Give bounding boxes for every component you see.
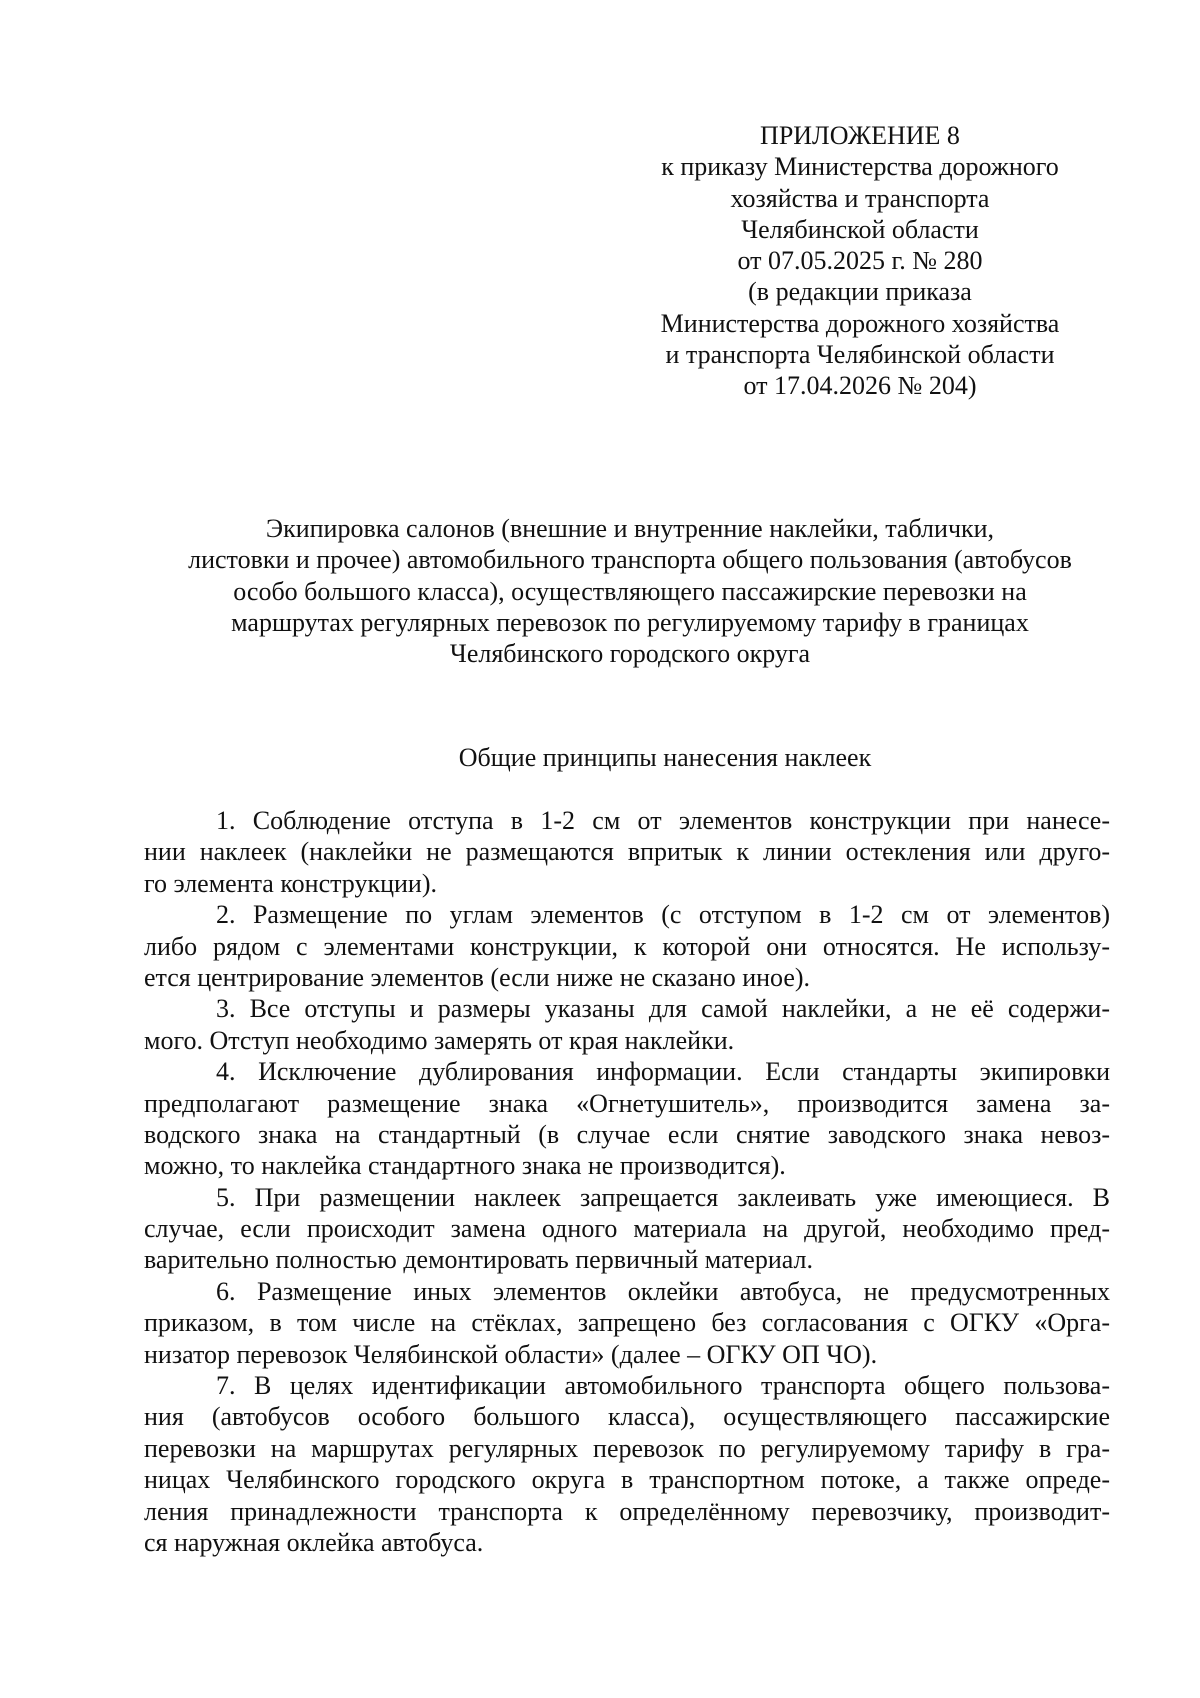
document-title-line: Экипировка салонов (внешние и внутренние наклейки, таблички, [265,514,995,543]
paragraph-5-line: 5. При размещении наклеек запрещается заклеивать уже имеющиеся. В [216,1182,1110,1212]
document-title-line: Челябинского городского округа [449,639,811,669]
appendix-header-line: к приказу Министерства дорожного [661,152,1059,182]
paragraph-6-line: 6. Размещение иных элементов оклейки автобуса, не предусмотренных [216,1276,1110,1306]
paragraph-5-line: варительно полностью демонтировать первичный материал. [144,1245,813,1275]
paragraph-1-line: го элемента конструкции). [144,868,437,898]
paragraph-3-line: 3. Все отступы и размеры указаны для самой наклейки, а не её содержи- [216,994,1110,1024]
paragraph-7-line: перевозки на маршрутах регулярных перевозок по регулируемому тарифу в гра- [144,1433,1110,1463]
paragraph-7-line: ния (автобусов особого большого класса), осуществляющего пассажирские [144,1402,1110,1432]
appendix-header-line: от 17.04.2026 № 204) [743,371,977,401]
paragraph-7-line: ления принадлежности транспорта к определённому перевозчику, производит- [144,1496,1110,1526]
paragraph-2-line: ется центрирование элементов (если ниже не сказано иное). [144,962,811,992]
document-title [140,513,1120,669]
document-title-line: особо большого класса), осуществляющего пассажирские перевозки на [233,576,1027,606]
paragraph-7-line: ницах Челябинского городского округа в транспортном потоке, а также опреде- [144,1465,1110,1495]
paragraph-5-line: случае, если происходит замена одного материала на другой, необходимо пред- [144,1214,1110,1244]
document-title-line: маршрутах регулярных перевозок по регулируемому тарифу в границах [231,607,1029,637]
appendix-header-line: и транспорта Челябинской области [665,340,1055,370]
appendix-header-line: Челябинской области [741,214,979,244]
paragraph-6-line: низатор перевозок Челябинской области» (далее – ОГКУ ОП ЧО). [144,1339,878,1369]
document-body [144,805,1110,1558]
paragraph-4-line: предполагают размещение знака «Огнетушитель», производится замена за- [144,1088,1110,1118]
appendix-header-line: хозяйства и транспорта [730,183,990,213]
section-title: Общие принципы нанесения наклеек [458,743,872,772]
appendix-header-line: Министерства дорожного хозяйства [660,308,1060,338]
appendix-number: ПРИЛОЖЕНИЕ 8 [760,121,960,150]
paragraph-7-line: ся наружная оклейка автобуса. [144,1527,484,1557]
paragraph-2-line: либо рядом с элементами конструкции, к которой они относятся. Не использу- [144,931,1110,961]
paragraph-4-line: 4. Исключение дублирования информации. Если стандарты экипировки [216,1057,1110,1087]
paragraph-4-line: можно, то наклейка стандартного знака не производится). [144,1151,786,1181]
appendix-header-line: (в редакции приказа [748,277,972,307]
paragraph-2-line: 2. Размещение по углам элементов (с отступом в 1-2 см от элементов) [216,900,1110,930]
paragraph-3-line: мого. Отступ необходимо замерять от края наклейки. [144,1025,735,1055]
paragraph-6-line: приказом, в том числе на стёклах, запрещено без согласования с ОГКУ «Орга- [144,1308,1110,1338]
paragraph-1-line: 1. Соблюдение отступа в 1-2 см от элементов конструкции при нанесе- [216,806,1110,835]
appendix-header-line: от 07.05.2025 г. № 280 [737,246,983,276]
document-title-line: листовки и прочее) автомобильного транспорта общего пользования (автобусов [188,545,1072,575]
paragraph-1-line: нии наклеек (наклейки не размещаются впритык к линии остекления или друго- [144,837,1110,867]
paragraph-4-line: водского знака на стандартный (в случае если снятие заводского знака невоз- [144,1119,1110,1149]
paragraph-7-line: 7. В целях идентификации автомобильного транспорта общего пользова- [216,1371,1110,1401]
appendix-header [640,120,1080,402]
